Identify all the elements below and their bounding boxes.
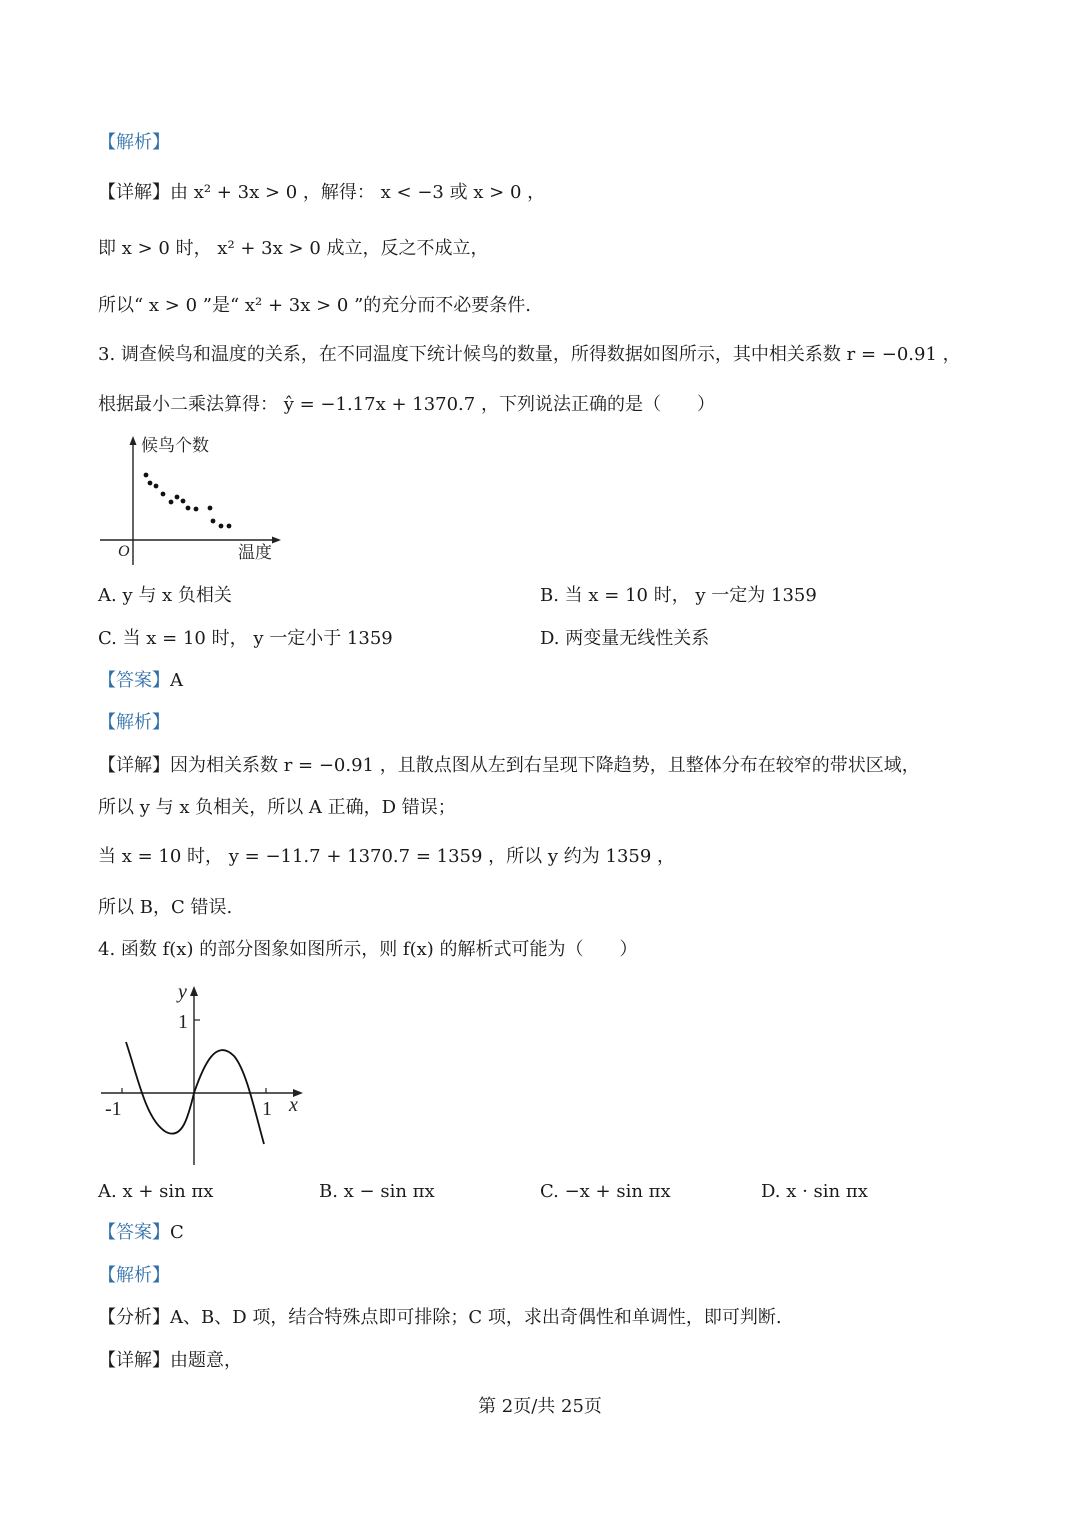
scatter-point	[227, 524, 232, 529]
q3-answer-line	[98, 669, 183, 693]
scatter-points	[144, 473, 232, 529]
q3-stem-line-1: 3. 调查候鸟和温度的关系，在不同温度下统计候鸟的数量，所得数据如图所示，其中相关系数 r = −0.91 ，	[98, 344, 961, 365]
q3-detail-line-1	[98, 754, 920, 778]
q3-jiexi-heading: 【解析】	[98, 712, 170, 733]
graph-y-label: y	[178, 981, 187, 1003]
scatter-point	[148, 481, 153, 486]
detail-label: 【详解】	[98, 182, 170, 203]
scatter-x-label: 温度	[238, 543, 272, 562]
q3-detail-line-3: 当 x = 10 时， y = −11.7 + 1370.7 = 1359 ，所以 y 约为 1359 ，	[98, 846, 676, 867]
analysis-label: 【分析】	[98, 1307, 170, 1328]
q4-answer-line	[98, 1221, 184, 1245]
scatter-point	[144, 473, 149, 478]
scatter-point	[194, 507, 199, 512]
scatter-origin-label: O	[118, 543, 130, 560]
graph-x-tick-neg: -1	[105, 1098, 122, 1120]
scatter-point	[211, 519, 216, 524]
q4-option-a: A. x + sin πx	[98, 1181, 214, 1202]
scatter-point	[186, 506, 191, 511]
q2-detail-line-3: 所以“ x > 0 ”是“ x² + 3x > 0 ”的充分而不必要条件.	[98, 295, 532, 316]
q4-stem: 4. 函数 f(x) 的部分图象如图所示，则 f(x) 的解析式可能为（ ）	[98, 939, 638, 960]
q2-detail-text-1: 由 x² + 3x > 0 ，解得： x < −3 或 x > 0 ，	[170, 182, 546, 203]
scatter-point	[208, 506, 213, 511]
q3-scatter-figure	[95, 432, 285, 567]
scatter-point	[169, 500, 174, 505]
q3-option-b: B. 当 x = 10 时， y 一定为 1359	[540, 585, 817, 606]
scatter-point	[161, 492, 166, 497]
q3-option-a: A. y 与 x 负相关	[98, 585, 232, 606]
graph-y-tick: 1	[178, 1011, 188, 1033]
q2-detail-line-1	[98, 181, 545, 205]
q4-function-graph	[96, 978, 314, 1168]
q3-answer-value: A	[170, 670, 183, 691]
q4-jiexi-heading: 【解析】	[98, 1265, 170, 1286]
scatter-point	[175, 495, 180, 500]
scatter-point	[181, 499, 186, 504]
q4-option-d: D. x · sin πx	[761, 1181, 868, 1202]
q3-stem-line-2: 根据最小二乘法算得： ŷ = −1.17x + 1370.7 ，下列说法正确的是（ ）	[98, 394, 715, 415]
detail-label: 【详解】	[98, 755, 170, 776]
q3-detail-line-4: 所以 B，C 错误.	[98, 897, 233, 918]
graph-x-label: x	[289, 1094, 298, 1116]
q3-option-d: D. 两变量无线性关系	[540, 628, 710, 649]
detail-label: 【详解】	[98, 1350, 170, 1371]
q2-jiexi-heading: 【解析】	[98, 132, 170, 153]
scatter-point	[154, 484, 159, 489]
graph-x-tick-pos: 1	[262, 1098, 272, 1120]
scatter-point	[219, 524, 224, 529]
answer-label: 【答案】	[98, 1222, 170, 1243]
q2-detail-line-2: 即 x > 0 时， x² + 3x > 0 成立，反之不成立，	[98, 238, 489, 259]
q3-detail-text-1: 因为相关系数 r = −0.91 ，且散点图从左到右呈现下降趋势，且整体分布在较窄的带状区域，	[170, 755, 920, 776]
q4-option-b: B. x − sin πx	[319, 1181, 435, 1202]
answer-label: 【答案】	[98, 670, 170, 691]
page-footer: 第 2页/共 25页	[478, 1396, 602, 1417]
q4-analysis-text: A、B、D 项，结合特殊点即可排除；C 项，求出奇偶性和单调性，即可判断.	[170, 1307, 782, 1328]
q3-detail-line-2: 所以 y 与 x 负相关，所以 A 正确，D 错误；	[98, 797, 456, 818]
q4-detail-text-1: 由题意，	[170, 1350, 242, 1371]
q4-answer-value: C	[170, 1222, 184, 1243]
scatter-y-label: 候鸟个数	[141, 436, 209, 455]
q4-option-c: C. −x + sin πx	[540, 1181, 671, 1202]
q3-option-c: C. 当 x = 10 时， y 一定小于 1359	[98, 628, 393, 649]
q4-detail-line-1	[98, 1349, 242, 1373]
q4-analysis-line	[98, 1306, 782, 1330]
